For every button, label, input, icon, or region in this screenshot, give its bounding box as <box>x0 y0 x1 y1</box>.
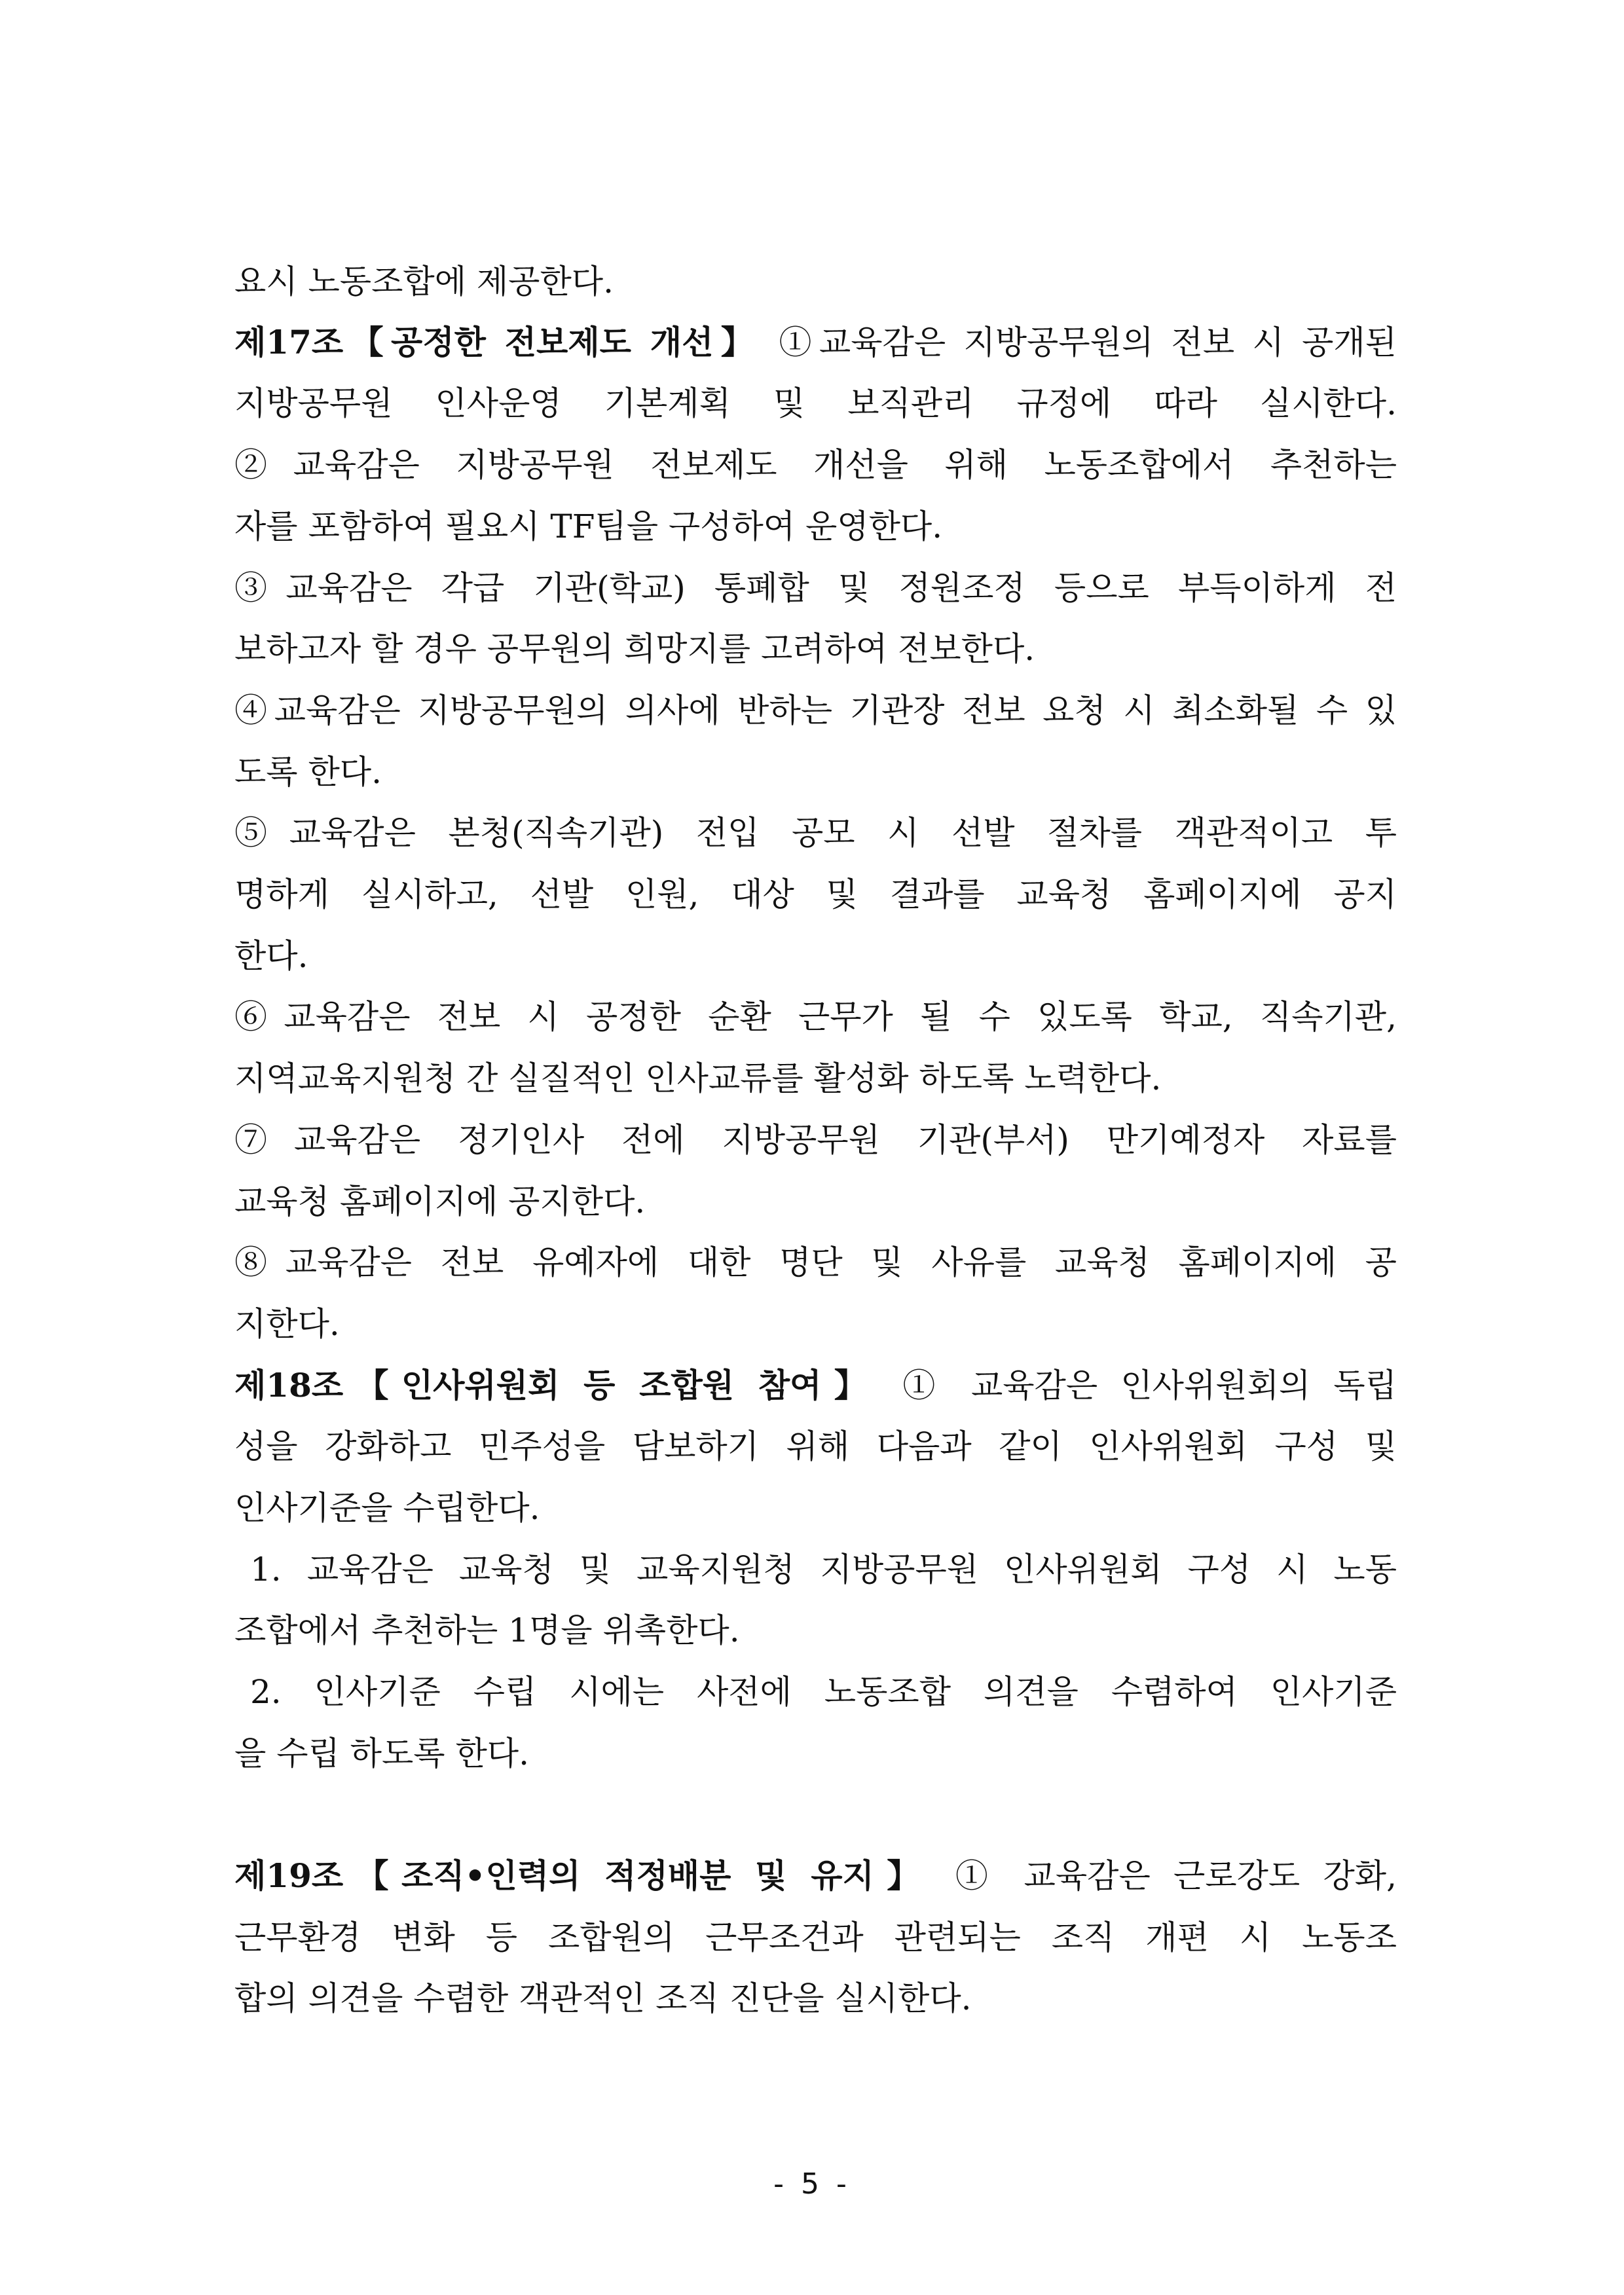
text-line: ⑦교육감은 정기인사 전에 지방공무원 기관(부서) 만기예정자 자료를 <box>234 1121 1397 1159</box>
text-line: 합의 의견을 수렴한 객관적인 조직 진단을 실시한다. <box>234 1979 972 2017</box>
text-line: 명하게 실시하고, 선발 인원, 대상 및 결과를 교육청 홈페이지에 공지 <box>234 875 1397 913</box>
text-line: ⑤교육감은 본청(직속기관) 전입 공모 시 선발 절차를 객관적이고 투 <box>234 814 1397 852</box>
text-line: ⑥교육감은 전보 시 공정한 순환 근무가 될 수 있도록 학교, 직속기관, <box>234 998 1397 1036</box>
text-line: 한다. <box>234 937 308 975</box>
text-line: 교육청 홈페이지에 공지한다. <box>234 1183 646 1221</box>
text-segment: ①교육감은 지방공무원의 전보 시 공개된 <box>779 323 1397 361</box>
text-line: 근무환경 변화 등 조합원의 근무조건과 관련되는 조직 개편 시 노동조 <box>234 1919 1397 1956</box>
article-19-first-line <box>234 1856 1397 1896</box>
text-line: 인사기준을 수립한다. <box>234 1489 540 1527</box>
list-item: 2. 인사기준 수립 시에는 사전에 노동조합 의견을 수렴하여 인사기준 <box>250 1673 1397 1711</box>
text-line: 성을 강화하고 민주성을 담보하기 위해 다음과 같이 인사위원회 구성 및 <box>234 1427 1397 1465</box>
text-line: 도록 한다. <box>234 753 382 791</box>
article-18-heading: 제18조【인사위원회 등 조합원 참여】 <box>234 1366 880 1405</box>
list-item: 1. 교육감은 교육청 및 교육지원청 지방공무원 인사위원회 구성 시 노동 <box>250 1551 1397 1588</box>
text-line: 조합에서 추천하는 1명을 위촉한다. <box>234 1611 740 1649</box>
text-line: 을 수립 하도록 한다. <box>234 1735 529 1772</box>
text-line: 지한다. <box>234 1305 340 1343</box>
article-17-first-line <box>234 323 1397 362</box>
text-line: ⑧교육감은 전보 유예자에 대한 명단 및 사유를 교육청 홈페이지에 공 <box>234 1243 1397 1281</box>
text-line: 지역교육지원청 간 실질적인 인사교류를 활성화 하도록 노력한다. <box>234 1059 1162 1097</box>
article-19-heading: 제19조【조직•인력의 적정배분 및 유지】 <box>234 1856 932 1895</box>
text-line: ③교육감은 각급 기관(학교) 통폐합 및 정원조정 등으로 부득이하게 전 <box>234 569 1397 607</box>
text-line: ④교육감은 지방공무원의 의사에 반하는 기관장 전보 요청 시 최소화될 수 있 <box>234 691 1397 729</box>
text-line: 보하고자 할 경우 공무원의 희망지를 고려하여 전보한다. <box>234 630 1035 668</box>
text-segment: ① 교육감은 인사위원회의 독립 <box>902 1367 1397 1405</box>
text-line: ②교육감은 지방공무원 전보제도 개선을 위해 노동조합에서 추천하는 <box>234 446 1397 484</box>
text-line: 자를 포함하여 필요시 TF팀을 구성하여 운영한다. <box>234 507 943 545</box>
text-line: 지방공무원 인사운영 기본계획 및 보직관리 규정에 따라 실시한다. <box>234 384 1397 422</box>
page-number: - 5 - <box>773 2167 851 2201</box>
article-17-heading: 제17조【공정한 전보제도 개선】 <box>234 323 762 361</box>
article-18-first-line <box>234 1366 1397 1405</box>
text-segment: ① 교육감은 근로강도 강화, <box>955 1857 1397 1895</box>
text-line: 요시 노동조합에 제공한다. <box>234 263 614 301</box>
